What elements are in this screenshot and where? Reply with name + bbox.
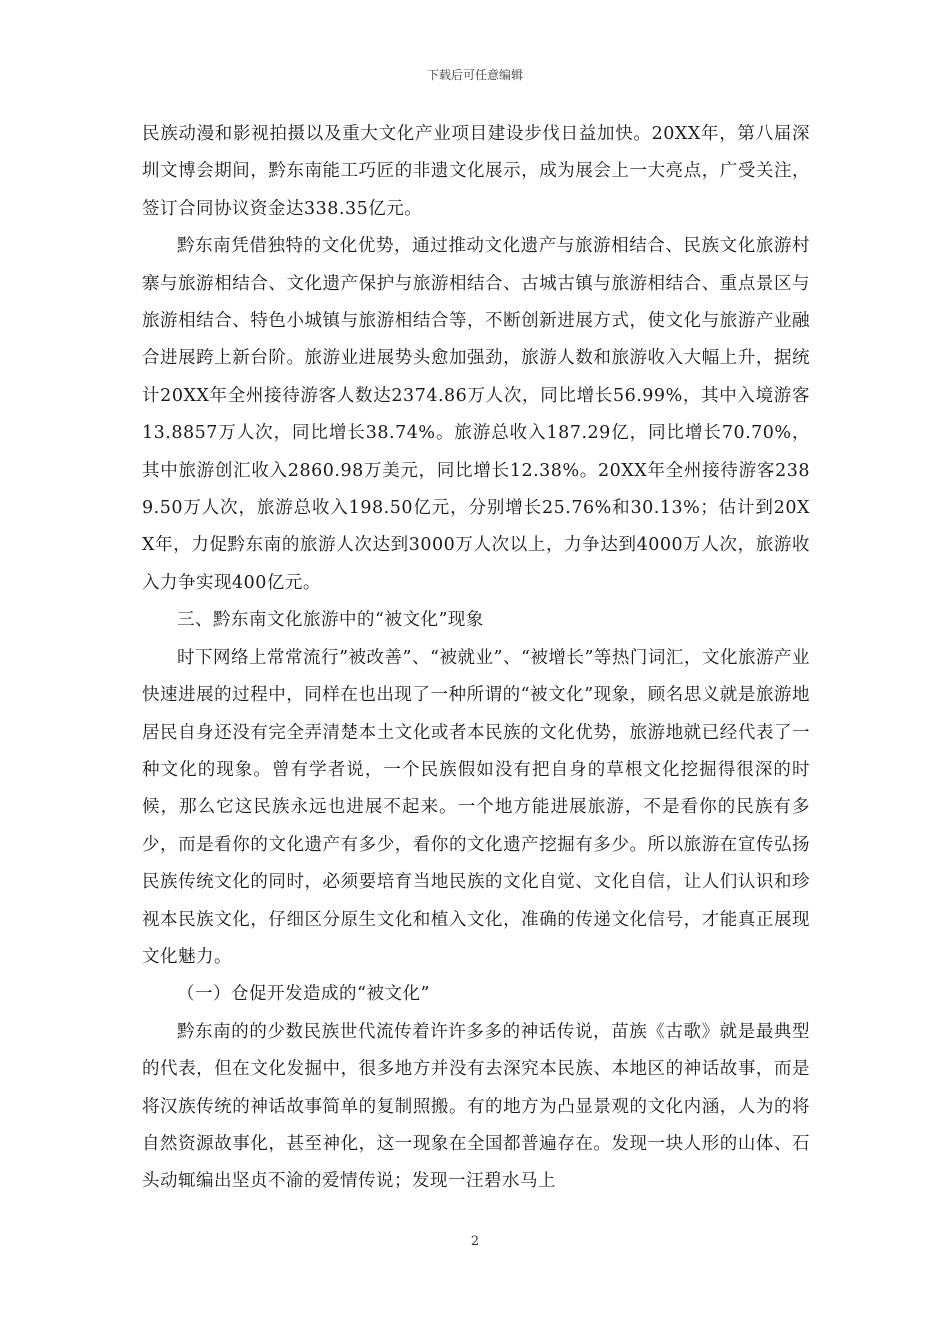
page-header: 下载后可任意编辑 [426, 68, 523, 82]
page-number: 2 [470, 1234, 480, 1249]
section-heading: 三、黔东南文化旅游中的“被文化”现象 [177, 610, 484, 631]
paragraph-culture-tourism: 黔东南凭借独特的文化优势，通过推动文化遗产与旅游相结合、民族文化旅游村寨与旅游相结合、文化遗产保护与旅游相结合、古城古镇与旅游相结合、重点景区与旅游相结合、特色小城镇与旅游相结合等，不断创新进展方式，使文化与旅游产业融合进展跨上新台阶。旅游业进展势头愈加强劲，旅游人数和旅游收入大幅上升，据统计20XX年全州接待游客人数达2374.86万人次，同比增长56.99%，其中入境游客13.8857万人次，同比增长38.74%。旅游总收入187.29亿，同比增长70.70%，其中旅游创汇收入2860.98万美元，同比增长12.38%。20XX年全州接待游客2389.50万人次，旅游总收入198.50亿元，分别增长25.76%和30.13%；估计到20XX年，力促黔东南的旅游人次达到3000万人次以上，力争达到4000万人次，旅游收入力争实现400亿元。 [142, 236, 810, 593]
document-body [142, 116, 810, 1201]
paragraph-continuation: 民族动漫和影视拍摄以及重大文化产业项目建设步伐日益加快。20XX年，第八届深圳文博会期间，黔东南能工巧匠的非遗文化展示，成为展会上一大亮点，广受关注，签订合同协议资金达338.35亿元。 [142, 124, 810, 219]
paragraph-myths: 黔东南的的少数民族世代流传着许许多多的神话传说，苗族《古歌》就是最典型的代表，但在文化发掘中，很多地方并没有去深究本民族、本地区的神话故事，而是将汉族传统的神话故事简单的复制照搬。有的地方为凸显景观的文化内涵，人为的将自然资源故事化，甚至神化，这一现象在全国都普遍存在。发现一块人形的山体、石头动辄编出坚贞不渝的爱情传说；发现一汪碧水马上 [142, 1021, 810, 1192]
subsection-heading: （一）仓促开发造成的“被文化” [177, 984, 430, 1005]
paragraph-bei-wenhua: 时下网络上常常流行”被改善”、“被就业”、“被增长”等热门词汇，文化旅游产业快速进展的过程中，同样在也出现了一种所谓的“被文化”现象，顾名思义就是旅游地居民自身还没有完全弄清楚本土文化或者本民族的文化优势，旅游地就已经代表了一种文化的现象。曾有学者说，一个民族假如没有把自身的草根文化挖掘得很深的时候，那么它这民族永远也进展不起来。一个地方能进展旅游，不是看你的民族有多少，而是看你的文化遗产有多少，看你的文化遗产挖掘有多少。所以旅游在宣传弘扬民族传统文化的同时，必须要培育当地民族的文化自觉、文化自信，让人们认识和珍视本民族文化，仔细区分原生文化和植入文化，准确的传递文化信号，才能真正展现文化魅力。 [142, 647, 810, 967]
